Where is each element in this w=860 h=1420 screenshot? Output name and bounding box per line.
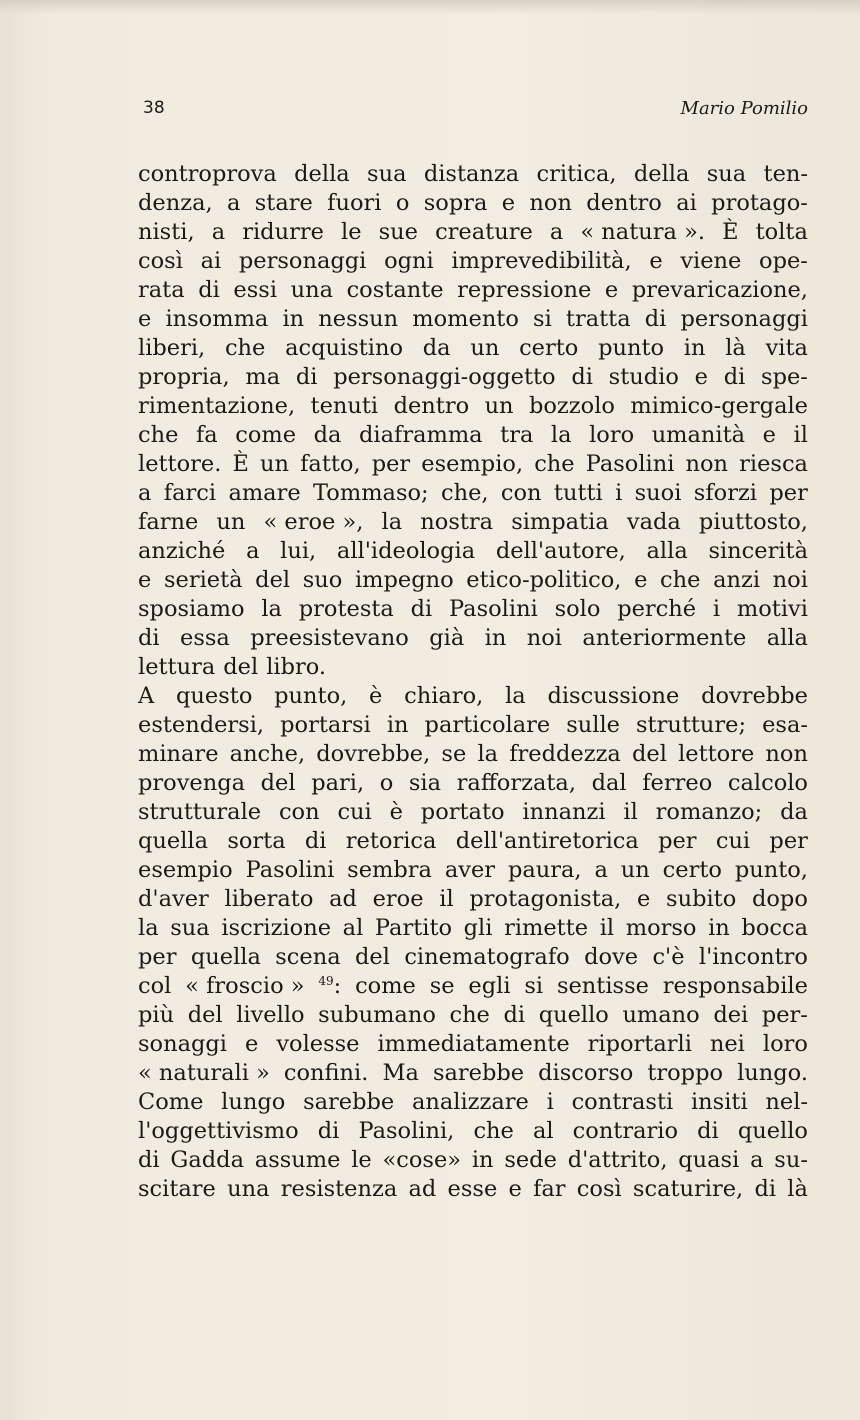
body-text: [138, 160, 808, 1204]
text-line: propria, ma di personaggi-oggetto di studio e di spe-: [138, 364, 808, 390]
text-line: strutturale con cui è portato innanzi il romanzo; da: [138, 799, 808, 825]
text-line: di essa preesistevano già in noi anteriormente alla: [138, 625, 808, 651]
text-line: e insomma in nessun momento si tratta di personaggi: [138, 306, 808, 332]
text-line: controprova della sua distanza critica, della sua ten-: [138, 161, 808, 187]
text-line: esempio Pasolini sembra aver paura, a un certo punto,: [138, 857, 808, 883]
text-line: scitare una resistenza ad esse e far così scaturire, di là: [138, 1176, 808, 1202]
text-line: « naturali » confini. Ma sarebbe discorso troppo lungo.: [138, 1060, 808, 1086]
text-line: denza, a stare fuori o sopra e non dentro ai protago-: [138, 190, 808, 216]
text-line: minare anche, dovrebbe, se la freddezza del lettore non: [138, 741, 808, 767]
text-line: provenga del pari, o sia rafforzata, dal ferreo calcolo: [138, 770, 808, 796]
text-line: liberi, che acquistino da un certo punto in là vita: [138, 335, 808, 361]
text-line: d'aver liberato ad eroe il protagonista, e subito dopo: [138, 886, 808, 912]
text-line: quella sorta di retorica dell'antiretorica per cui per: [138, 828, 808, 854]
text-line: anziché a lui, all'ideologia dell'autore, alla sincerità: [138, 538, 808, 564]
text-line: Come lungo sarebbe analizzare i contrasti insiti nel-: [138, 1089, 808, 1115]
page-number: 38: [143, 98, 165, 118]
text-line: A questo punto, è chiaro, la discussione dovrebbe: [138, 683, 808, 709]
text-line: estendersi, portarsi in particolare sulle strutture; esa-: [138, 712, 808, 738]
text-line: più del livello subumano che di quello umano dei per-: [138, 1002, 808, 1028]
text-line: lettura del libro.: [138, 654, 327, 680]
text-line: col « froscio » $^{49}$: come se egli si sentisse responsabile: [138, 973, 808, 999]
text-line: per quella scena del cinematografo dove c'è l'incontro: [138, 944, 808, 970]
text-line: l'oggettivismo di Pasolini, che al contrario di quello: [138, 1118, 808, 1144]
text-line: nisti, a ridurre le sue creature a « natura ». È tolta: [138, 219, 808, 245]
text-line: lettore. È un fatto, per esempio, che Pasolini non riesca: [138, 451, 808, 477]
text-line: che fa come da diaframma tra la loro umanità e il: [138, 422, 808, 448]
text-line: e serietà del suo impegno etico-politico, e che anzi noi: [138, 567, 808, 593]
footnote-ref: 49: [318, 974, 334, 988]
running-head: [143, 98, 808, 124]
text-line: a farci amare Tommaso; che, con tutti i suoi sforzi per: [138, 480, 808, 506]
running-title-author: Mario Pomilio: [680, 98, 808, 119]
page-top-shadow: [0, 0, 860, 14]
text-line: così ai personaggi ogni imprevedibilità, e viene ope-: [138, 248, 808, 274]
text-line: di Gadda assume le «cose» in sede d'attrito, quasi a su-: [138, 1147, 808, 1173]
text-line: la sua iscrizione al Partito gli rimette il morso in bocca: [138, 915, 808, 941]
text-line: sonaggi e volesse immediatamente riportarli nei loro: [138, 1031, 808, 1057]
text-line: rimentazione, tenuti dentro un bozzolo mimico-gergale: [138, 393, 808, 419]
text-line: farne un « eroe », la nostra simpatia vada piuttosto,: [138, 509, 808, 535]
text-line: rata di essi una costante repressione e prevaricazione,: [138, 277, 808, 303]
text-line: sposiamo la protesta di Pasolini solo perché i motivi: [138, 596, 808, 622]
